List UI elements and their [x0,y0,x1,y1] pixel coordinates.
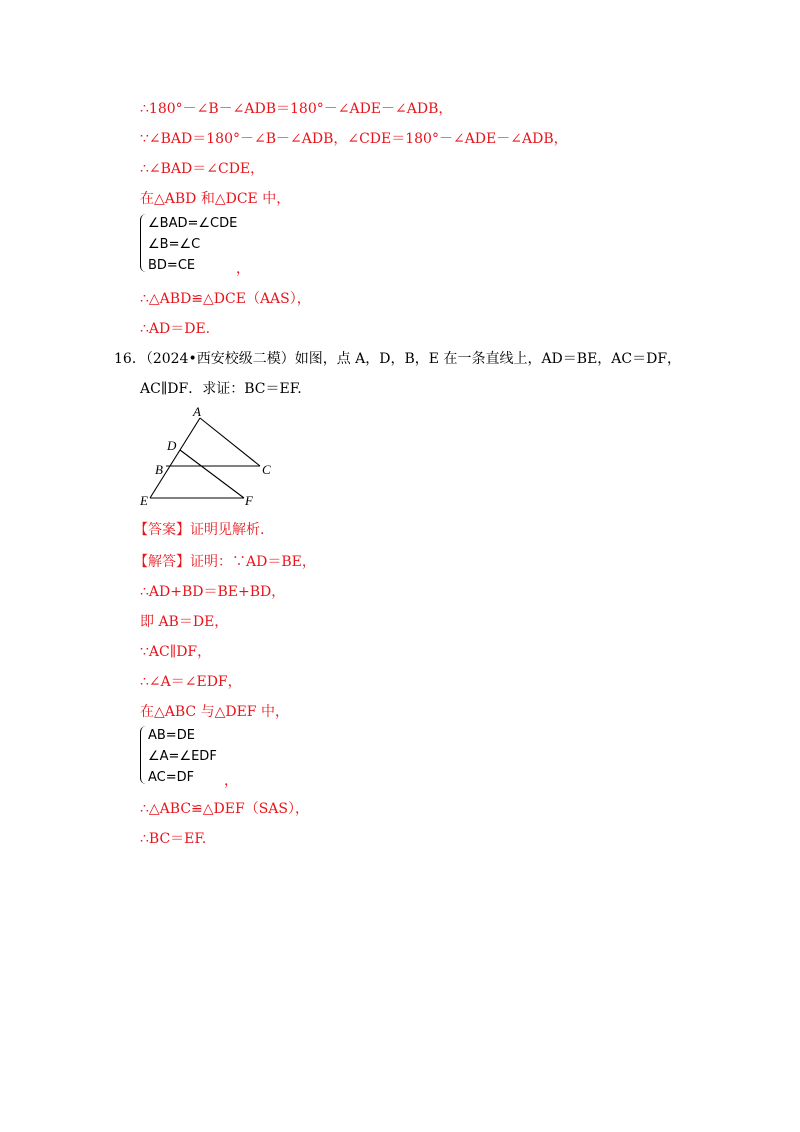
label-C: C [262,462,271,477]
triangle-figure [136,404,276,512]
line-DF [180,450,244,498]
analysis-line: 【解答】证明：∵AD＝BE， [134,554,316,570]
solution-step-5: 在△ABC 与△DEF 中， [140,704,289,720]
label-D: D [167,438,177,453]
proof-line-3: ∴∠BAD＝∠CDE， [140,161,265,177]
proof-line-6: ∴AD＝DE. [140,321,211,337]
solution-step-4: ∴∠A＝∠EDF， [140,674,242,690]
system-comma: ， [224,773,238,789]
left-brace [140,726,147,784]
label-E: E [140,493,148,508]
solution-step-6: ∴△ABC≌△DEF（SAS）， [140,801,309,817]
solution-step-7: ∴BC＝EF. [140,831,207,847]
problem-16-statement: 16．（2024•西安校级二模）如图，点 A，D，B，E 在一条直线上，AD＝BE，AC＝DF， [114,351,682,367]
label-F: F [245,493,253,508]
proof-line-1: ∴180°－∠B－∠ADB＝180°－∠ADE－∠ADB， [140,101,453,117]
system-row: ∠B=∠C [148,237,201,252]
system-row: ∠A=∠EDF [148,749,217,764]
system-row: ∠BAD=∠CDE [148,216,238,231]
label-B: B [155,462,163,477]
proof-line-4: 在△ABD 和△DCE 中， [140,191,291,207]
system-comma: ， [236,261,250,277]
left-brace [140,214,147,272]
proof-line-2: ∵∠BAD＝180°－∠B－∠ADB，∠CDE＝180°－∠ADE－∠ADB， [140,131,568,147]
solution-step-3: ∵AC∥DF， [140,644,212,660]
system-row: BD=CE [148,258,196,273]
line-AC [200,418,260,466]
line-AE [150,418,200,498]
answer-line: 【答案】证明见解析. [134,522,265,538]
proof-line-5: ∴△ABD≌△DCE（AAS）， [140,291,311,307]
solution-step-2: 即 AB＝DE， [140,614,229,630]
system-row: AC=DF [148,770,195,785]
label-A: A [193,404,201,419]
solution-step-1: ∴AD+BD＝BE+BD， [140,584,286,600]
system-row: AB=DE [148,728,195,743]
problem-16-statement-cont: AC∥DF．求证：BC＝EF. [140,381,302,397]
